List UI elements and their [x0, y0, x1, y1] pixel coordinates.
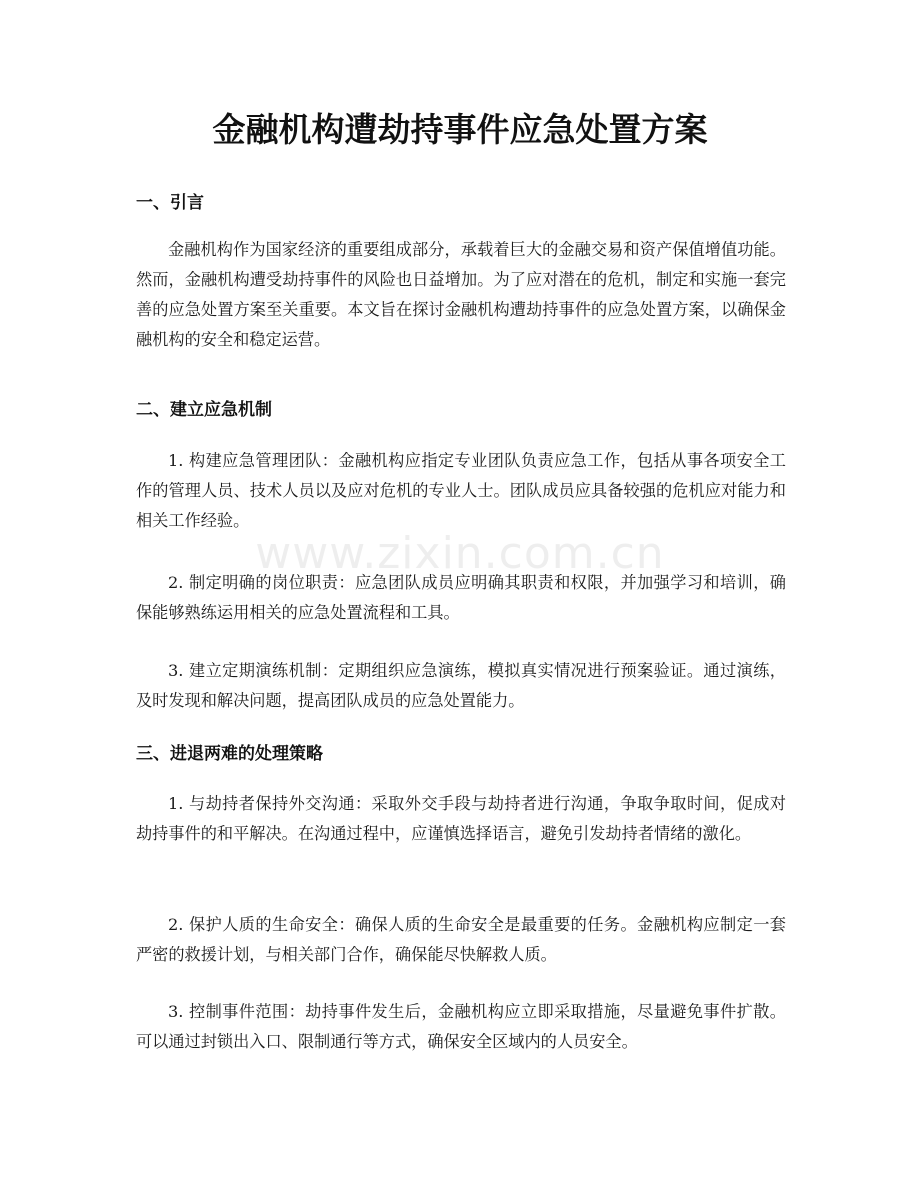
section-heading-emergency-mechanism: 二、建立应急机制: [136, 400, 272, 420]
paragraph-regular-drills: 3. 建立定期演练机制：定期组织应急演练，模拟真实情况进行预案验证。通过演练，及时发现和解决问题，提高团队成员的应急处置能力。: [136, 661, 786, 710]
paragraph-introduction: 金融机构作为国家经济的重要组成部分，承载着巨大的金融交易和资产保值增值功能。然而，金融机构遭受劫持事件的风险也日益增加。为了应对潜在的危机，制定和实施一套完善的应急处置方案至关重要。本文旨在探讨金融机构遭劫持事件的应急处置方案，以确保金融机构的安全和稳定运营。: [136, 240, 786, 349]
watermark: www.zixin.com.cn: [255, 528, 665, 579]
section-heading-introduction: 一、引言: [136, 193, 204, 213]
paragraph-job-duties: 2. 制定明确的岗位职责：应急团队成员应明确其职责和权限，并加强学习和培训，确保能够熟练运用相关的应急处置流程和工具。: [136, 573, 786, 622]
paragraph-control-scope: 3. 控制事件范围：劫持事件发生后，金融机构应立即采取措施，尽量避免事件扩散。可以通过封锁出入口、限制通行等方式，确保安全区域内的人员安全。: [136, 1002, 786, 1051]
paragraph-diplomatic-communication: 1. 与劫持者保持外交沟通：采取外交手段与劫持者进行沟通，争取争取时间，促成对劫持事件的和平解决。在沟通过程中，应谨慎选择语言，避免引发劫持者情绪的激化。: [136, 794, 786, 843]
paragraph-hostage-safety: 2. 保护人质的生命安全：确保人质的生命安全是最重要的任务。金融机构应制定一套严密的救援计划，与相关部门合作，确保能尽快解救人质。: [136, 915, 786, 964]
document-title: 金融机构遭劫持事件应急处置方案: [212, 110, 708, 149]
section-heading-dilemma-strategy: 三、进退两难的处理策略: [136, 744, 323, 764]
paragraph-emergency-team: 1. 构建应急管理团队：金融机构应指定专业团队负责应急工作，包括从事各项安全工作的管理人员、技术人员以及应对危机的专业人士。团队成员应具备较强的危机应对能力和相关工作经验。: [136, 451, 786, 530]
